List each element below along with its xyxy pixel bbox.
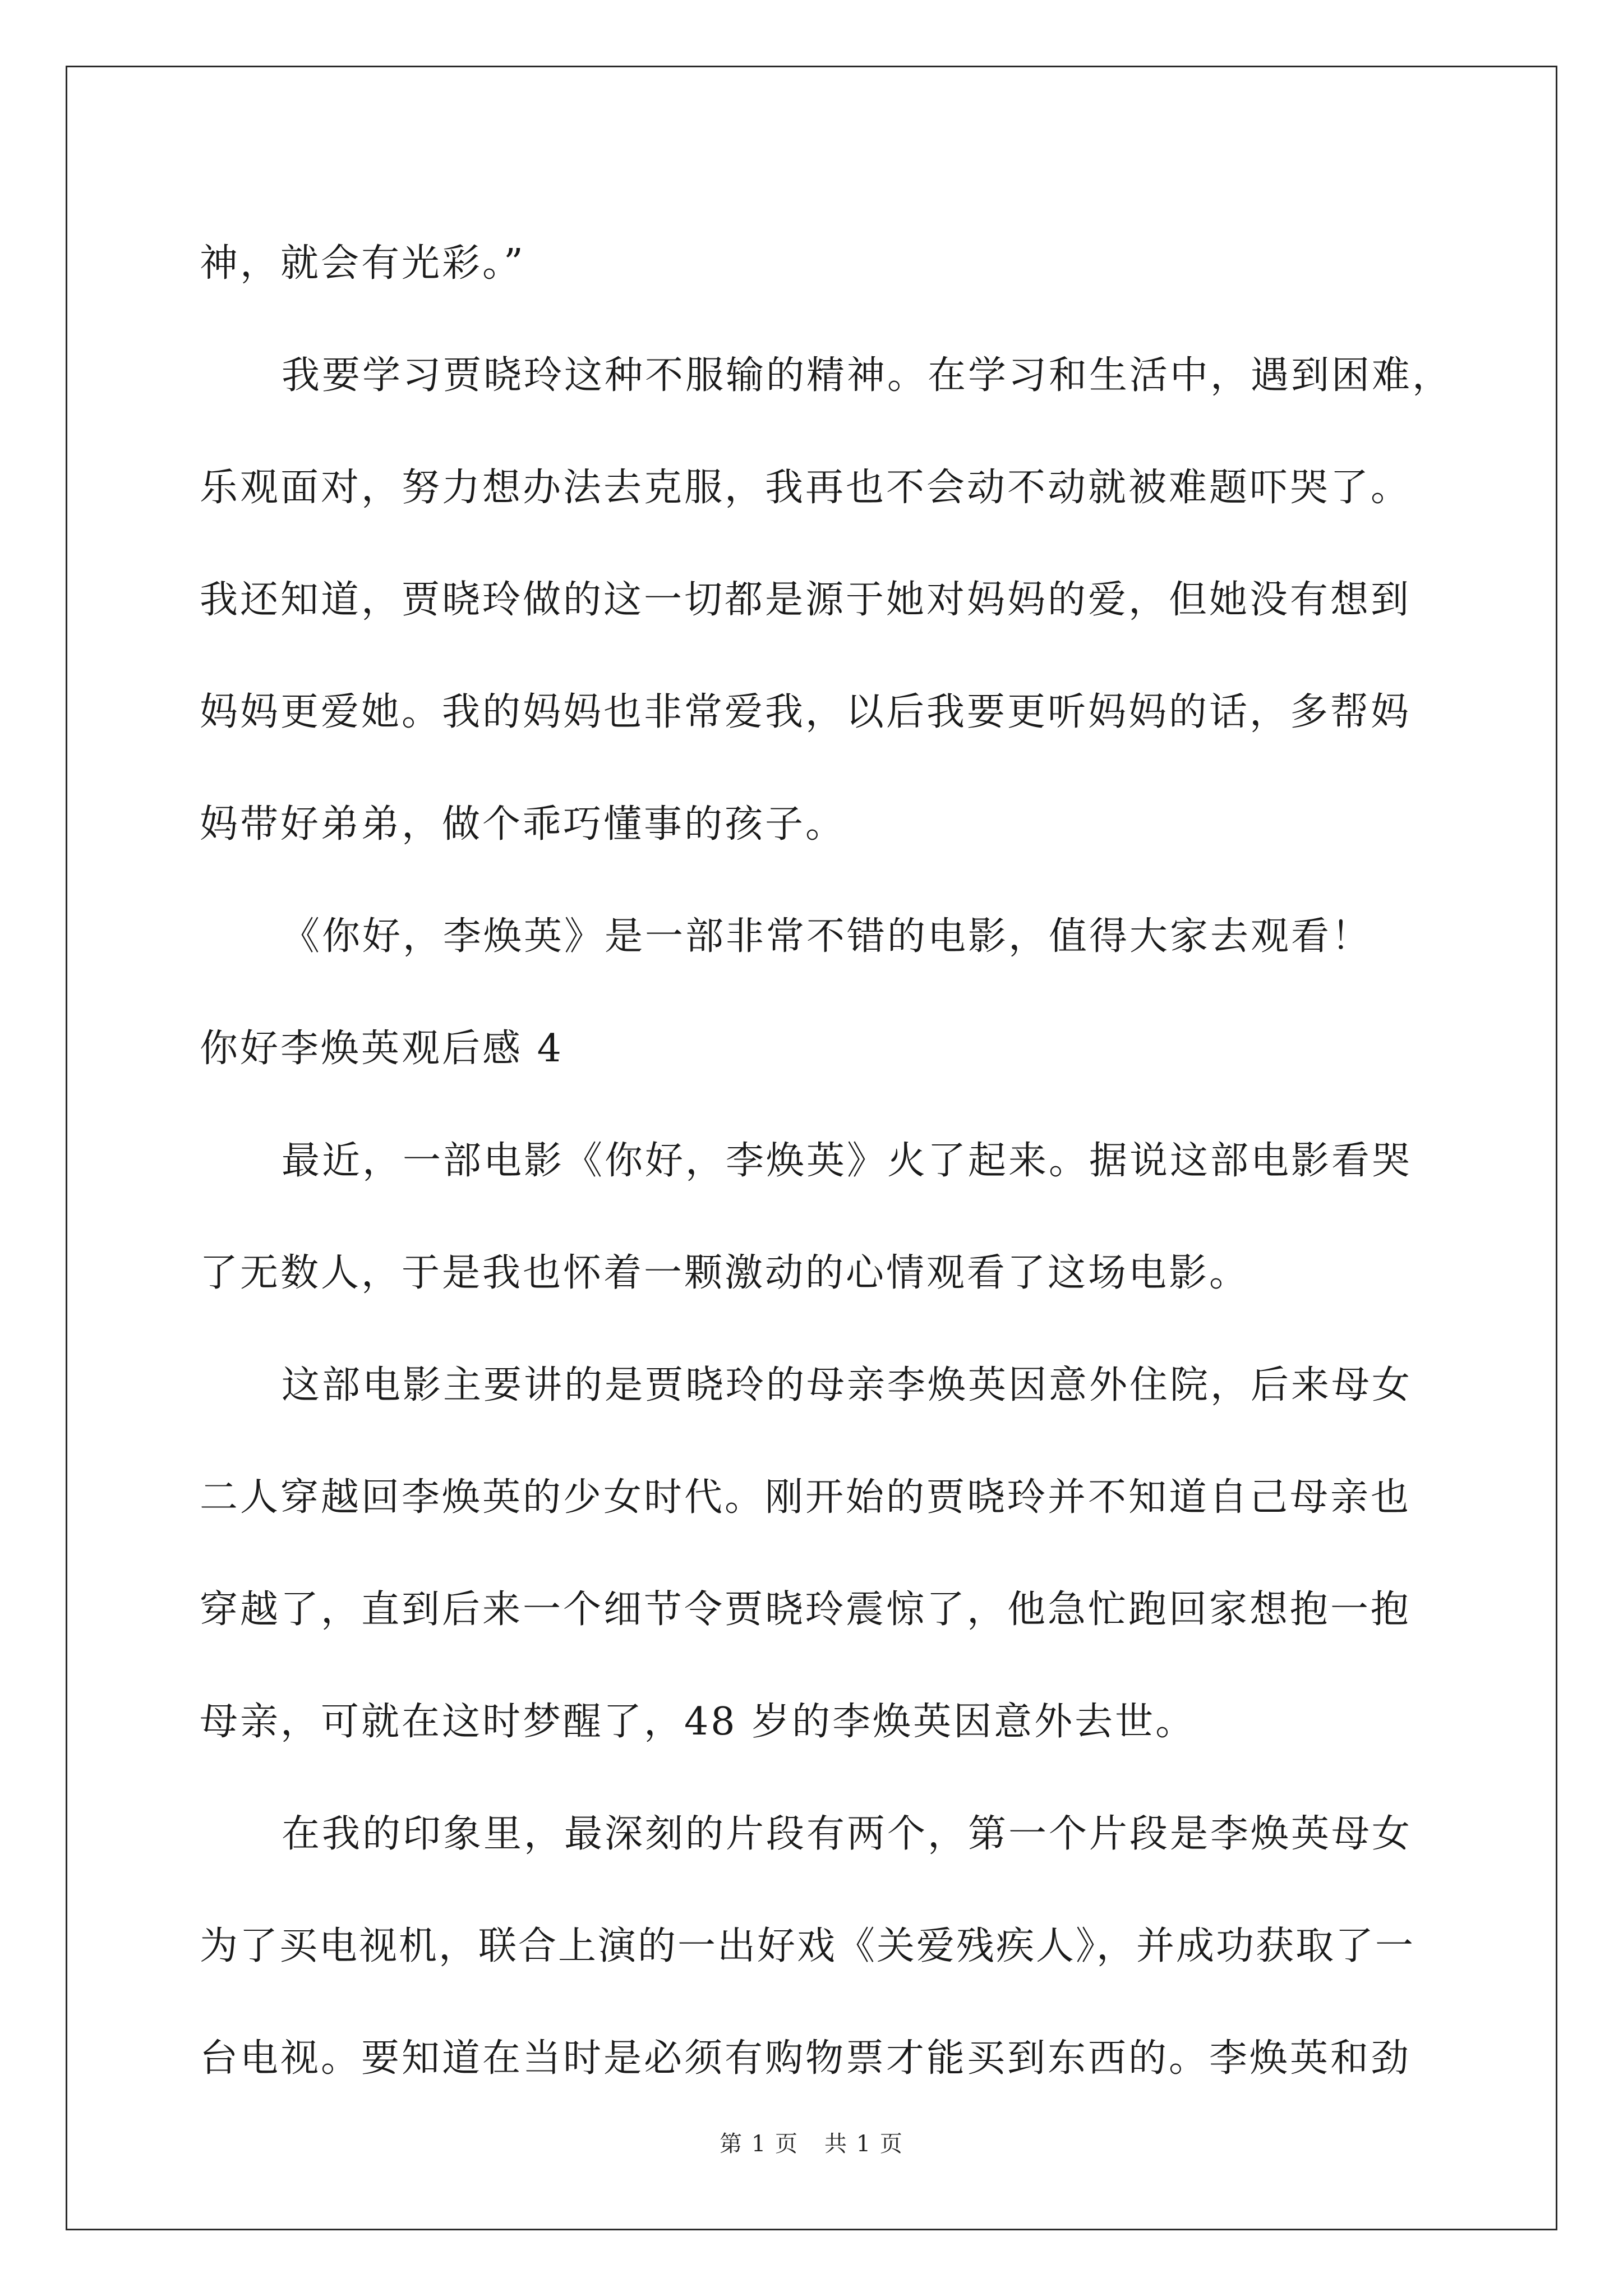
page-total: 共 1 页 <box>824 2131 903 2157</box>
text-line: 《你好，李焕英》是一部非常不错的电影，值得大家去观看！ <box>282 914 1372 959</box>
text-line: 在我的印象里，最深刻的片段有两个，第一个片段是李焕英母女 <box>282 1812 1413 1856</box>
text-line: 乐观面对，努力想办法去克服，我再也不会动不动就被难题吓哭了。 <box>200 466 1412 510</box>
text-line: 台电视。要知道在当时是必须有购物票才能买到东西的。李焕英和劲 <box>200 2036 1412 2081</box>
text-line: 我要学习贾晓玲这种不服输的精神。在学习和生活中，遇到困难， <box>282 353 1453 398</box>
text-line: 妈带好弟弟，做个乖巧懂事的孩子。 <box>200 802 846 846</box>
text-line: 了无数人，于是我也怀着一颗激动的心情观看了这场电影。 <box>200 1251 1250 1295</box>
text-line: 二人穿越回李焕英的少女时代。刚开始的贾晓玲并不知道自己母亲也 <box>200 1475 1412 1520</box>
text-line: 最近，一部电影《你好，李焕英》火了起来。据说这部电影看哭 <box>282 1139 1413 1183</box>
section-heading: 你好李焕英观后感 4 <box>200 1027 564 1071</box>
text-line: 这部电影主要讲的是贾晓玲的母亲李焕英因意外住院，后来母女 <box>282 1363 1413 1407</box>
text-line: 穿越了，直到后来一个细节令贾晓玲震惊了，他急忙跑回家想抱一抱 <box>200 1588 1412 1632</box>
document-body <box>200 208 1453 2115</box>
text-line: 我还知道，贾晓玲做的这一切都是源于她对妈妈的爱，但她没有想到 <box>200 578 1412 622</box>
text-line: 母亲，可就在这时梦醒了，48 岁的李焕英因意外去世。 <box>200 1700 1196 1744</box>
page-number: 第 1 页 <box>720 2131 799 2157</box>
text-line: 妈妈更爱她。我的妈妈也非常爱我，以后我要更听妈妈的话，多帮妈 <box>200 690 1412 734</box>
page-footer <box>0 2126 1623 2158</box>
text-line: 神，就会有光彩。” <box>200 241 525 286</box>
text-line: 为了买电视机，联合上演的一出好戏《关爱残疾人》，并成功获取了一 <box>200 1924 1415 1968</box>
